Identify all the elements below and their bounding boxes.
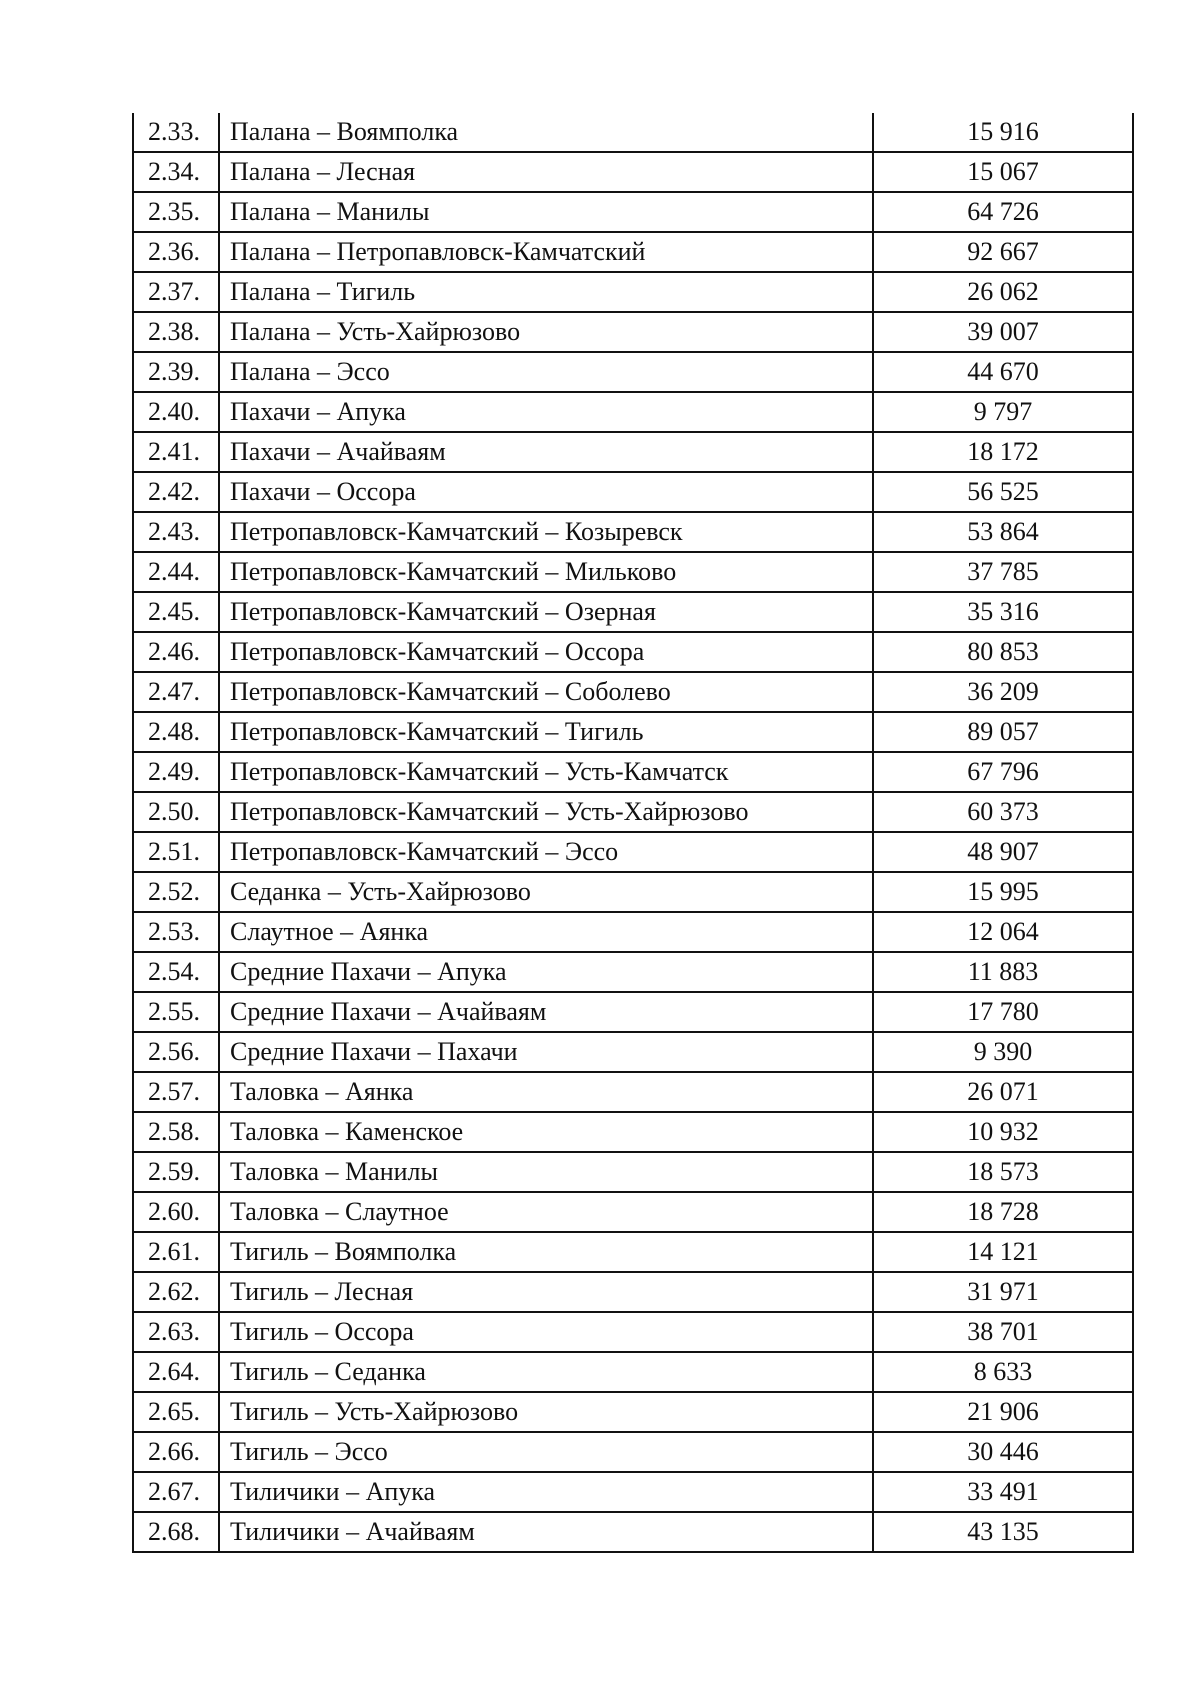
route-value: 38 701 bbox=[873, 1312, 1133, 1352]
route-name: Таловка – Каменское bbox=[219, 1112, 873, 1152]
route-value: 30 446 bbox=[873, 1432, 1133, 1472]
row-number: 2.46. bbox=[133, 632, 219, 672]
route-name: Тигиль – Лесная bbox=[219, 1272, 873, 1312]
route-name: Таловка – Аянка bbox=[219, 1072, 873, 1112]
row-number: 2.53. bbox=[133, 912, 219, 952]
row-number: 2.51. bbox=[133, 832, 219, 872]
route-name: Петропавловск-Камчатский – Оссора bbox=[219, 632, 873, 672]
row-number: 2.36. bbox=[133, 232, 219, 272]
table-row bbox=[133, 1272, 1133, 1312]
route-name: Средние Пахачи – Ачайваям bbox=[219, 992, 873, 1032]
table-row bbox=[133, 632, 1133, 672]
route-value: 11 883 bbox=[873, 952, 1133, 992]
route-value: 43 135 bbox=[873, 1512, 1133, 1552]
route-name: Палана – Воямполка bbox=[219, 113, 873, 152]
route-value: 15 067 bbox=[873, 152, 1133, 192]
table-row bbox=[133, 432, 1133, 472]
row-number: 2.59. bbox=[133, 1152, 219, 1192]
table-row bbox=[133, 992, 1133, 1032]
route-name: Тигиль – Воямполка bbox=[219, 1232, 873, 1272]
route-value: 60 373 bbox=[873, 792, 1133, 832]
route-name: Тигиль – Усть-Хайрюзово bbox=[219, 1392, 873, 1432]
row-number: 2.33. bbox=[133, 113, 219, 152]
table-row bbox=[133, 352, 1133, 392]
row-number: 2.50. bbox=[133, 792, 219, 832]
row-number: 2.56. bbox=[133, 1032, 219, 1072]
row-number: 2.54. bbox=[133, 952, 219, 992]
route-name: Седанка – Усть-Хайрюзово bbox=[219, 872, 873, 912]
route-value: 15 995 bbox=[873, 872, 1133, 912]
table-row bbox=[133, 472, 1133, 512]
route-value: 18 172 bbox=[873, 432, 1133, 472]
route-value: 18 728 bbox=[873, 1192, 1133, 1232]
route-name: Пахачи – Ачайваям bbox=[219, 432, 873, 472]
table-row bbox=[133, 1072, 1133, 1112]
route-value: 33 491 bbox=[873, 1472, 1133, 1512]
route-name: Петропавловск-Камчатский – Усть-Хайрюзово bbox=[219, 792, 873, 832]
row-number: 2.68. bbox=[133, 1512, 219, 1552]
row-number: 2.57. bbox=[133, 1072, 219, 1112]
row-number: 2.43. bbox=[133, 512, 219, 552]
route-value: 67 796 bbox=[873, 752, 1133, 792]
route-name: Петропавловск-Камчатский – Соболево bbox=[219, 672, 873, 712]
route-name: Пахачи – Апука bbox=[219, 392, 873, 432]
row-number: 2.48. bbox=[133, 712, 219, 752]
table-row bbox=[133, 1112, 1133, 1152]
table-row bbox=[133, 792, 1133, 832]
table-row bbox=[133, 712, 1133, 752]
route-name: Тигиль – Эссо bbox=[219, 1432, 873, 1472]
route-name: Петропавловск-Камчатский – Усть-Камчатск bbox=[219, 752, 873, 792]
route-name: Петропавловск-Камчатский – Тигиль bbox=[219, 712, 873, 752]
route-name: Таловка – Манилы bbox=[219, 1152, 873, 1192]
distance-table bbox=[132, 113, 1134, 1553]
route-value: 56 525 bbox=[873, 472, 1133, 512]
route-name: Тиличики – Апука bbox=[219, 1472, 873, 1512]
route-value: 26 071 bbox=[873, 1072, 1133, 1112]
row-number: 2.62. bbox=[133, 1272, 219, 1312]
table-row bbox=[133, 552, 1133, 592]
route-name: Тигиль – Седанка bbox=[219, 1352, 873, 1392]
row-number: 2.52. bbox=[133, 872, 219, 912]
route-value: 64 726 bbox=[873, 192, 1133, 232]
route-value: 12 064 bbox=[873, 912, 1133, 952]
row-number: 2.40. bbox=[133, 392, 219, 432]
table-row bbox=[133, 1032, 1133, 1072]
route-name: Тигиль – Оссора bbox=[219, 1312, 873, 1352]
row-number: 2.61. bbox=[133, 1232, 219, 1272]
row-number: 2.66. bbox=[133, 1432, 219, 1472]
route-name: Средние Пахачи – Апука bbox=[219, 952, 873, 992]
table-row bbox=[133, 912, 1133, 952]
row-number: 2.49. bbox=[133, 752, 219, 792]
row-number: 2.64. bbox=[133, 1352, 219, 1392]
route-name: Петропавловск-Камчатский – Мильково bbox=[219, 552, 873, 592]
row-number: 2.35. bbox=[133, 192, 219, 232]
row-number: 2.65. bbox=[133, 1392, 219, 1432]
row-number: 2.42. bbox=[133, 472, 219, 512]
route-value: 17 780 bbox=[873, 992, 1133, 1032]
table-row bbox=[133, 672, 1133, 712]
table-row bbox=[133, 752, 1133, 792]
route-value: 18 573 bbox=[873, 1152, 1133, 1192]
route-value: 53 864 bbox=[873, 512, 1133, 552]
table-row bbox=[133, 872, 1133, 912]
route-value: 15 916 bbox=[873, 113, 1133, 152]
table-row bbox=[133, 1192, 1133, 1232]
row-number: 2.55. bbox=[133, 992, 219, 1032]
row-number: 2.47. bbox=[133, 672, 219, 712]
table-row bbox=[133, 272, 1133, 312]
table-row bbox=[133, 1312, 1133, 1352]
route-value: 10 932 bbox=[873, 1112, 1133, 1152]
route-value: 31 971 bbox=[873, 1272, 1133, 1312]
table-row bbox=[133, 1512, 1133, 1552]
route-value: 92 667 bbox=[873, 232, 1133, 272]
row-number: 2.34. bbox=[133, 152, 219, 192]
route-value: 14 121 bbox=[873, 1232, 1133, 1272]
route-value: 89 057 bbox=[873, 712, 1133, 752]
row-number: 2.41. bbox=[133, 432, 219, 472]
route-name: Палана – Петропавловск-Камчатский bbox=[219, 232, 873, 272]
row-number: 2.45. bbox=[133, 592, 219, 632]
route-name: Палана – Эссо bbox=[219, 352, 873, 392]
table-row bbox=[133, 232, 1133, 272]
row-number: 2.63. bbox=[133, 1312, 219, 1352]
table-row bbox=[133, 192, 1133, 232]
route-name: Петропавловск-Камчатский – Козыревск bbox=[219, 512, 873, 552]
row-number: 2.37. bbox=[133, 272, 219, 312]
route-value: 8 633 bbox=[873, 1352, 1133, 1392]
table-row bbox=[133, 592, 1133, 632]
table-row bbox=[133, 312, 1133, 352]
route-name: Петропавловск-Камчатский – Эссо bbox=[219, 832, 873, 872]
table-body bbox=[133, 113, 1133, 1552]
route-name: Таловка – Слаутное bbox=[219, 1192, 873, 1232]
table-row bbox=[133, 152, 1133, 192]
route-value: 37 785 bbox=[873, 552, 1133, 592]
row-number: 2.44. bbox=[133, 552, 219, 592]
row-number: 2.58. bbox=[133, 1112, 219, 1152]
table-row bbox=[133, 512, 1133, 552]
route-value: 26 062 bbox=[873, 272, 1133, 312]
route-value: 80 853 bbox=[873, 632, 1133, 672]
route-name: Петропавловск-Камчатский – Озерная bbox=[219, 592, 873, 632]
route-value: 21 906 bbox=[873, 1392, 1133, 1432]
table-row bbox=[133, 1352, 1133, 1392]
table-row bbox=[133, 1432, 1133, 1472]
row-number: 2.67. bbox=[133, 1472, 219, 1512]
route-value: 35 316 bbox=[873, 592, 1133, 632]
table-row bbox=[133, 1152, 1133, 1192]
table-row bbox=[133, 392, 1133, 432]
route-name: Палана – Усть-Хайрюзово bbox=[219, 312, 873, 352]
route-value: 44 670 bbox=[873, 352, 1133, 392]
row-number: 2.39. bbox=[133, 352, 219, 392]
table-row bbox=[133, 113, 1133, 152]
route-value: 48 907 bbox=[873, 832, 1133, 872]
route-name: Пахачи – Оссора bbox=[219, 472, 873, 512]
table-row bbox=[133, 1392, 1133, 1432]
route-name: Слаутное – Аянка bbox=[219, 912, 873, 952]
route-value: 39 007 bbox=[873, 312, 1133, 352]
row-number: 2.38. bbox=[133, 312, 219, 352]
route-value: 9 390 bbox=[873, 1032, 1133, 1072]
route-name: Палана – Манилы bbox=[219, 192, 873, 232]
route-name: Палана – Тигиль bbox=[219, 272, 873, 312]
table-row bbox=[133, 832, 1133, 872]
route-name: Средние Пахачи – Пахачи bbox=[219, 1032, 873, 1072]
route-value: 36 209 bbox=[873, 672, 1133, 712]
table-row bbox=[133, 1232, 1133, 1272]
route-name: Тиличики – Ачайваям bbox=[219, 1512, 873, 1552]
row-number: 2.60. bbox=[133, 1192, 219, 1232]
table-row bbox=[133, 1472, 1133, 1512]
route-name: Палана – Лесная bbox=[219, 152, 873, 192]
table-row bbox=[133, 952, 1133, 992]
route-value: 9 797 bbox=[873, 392, 1133, 432]
